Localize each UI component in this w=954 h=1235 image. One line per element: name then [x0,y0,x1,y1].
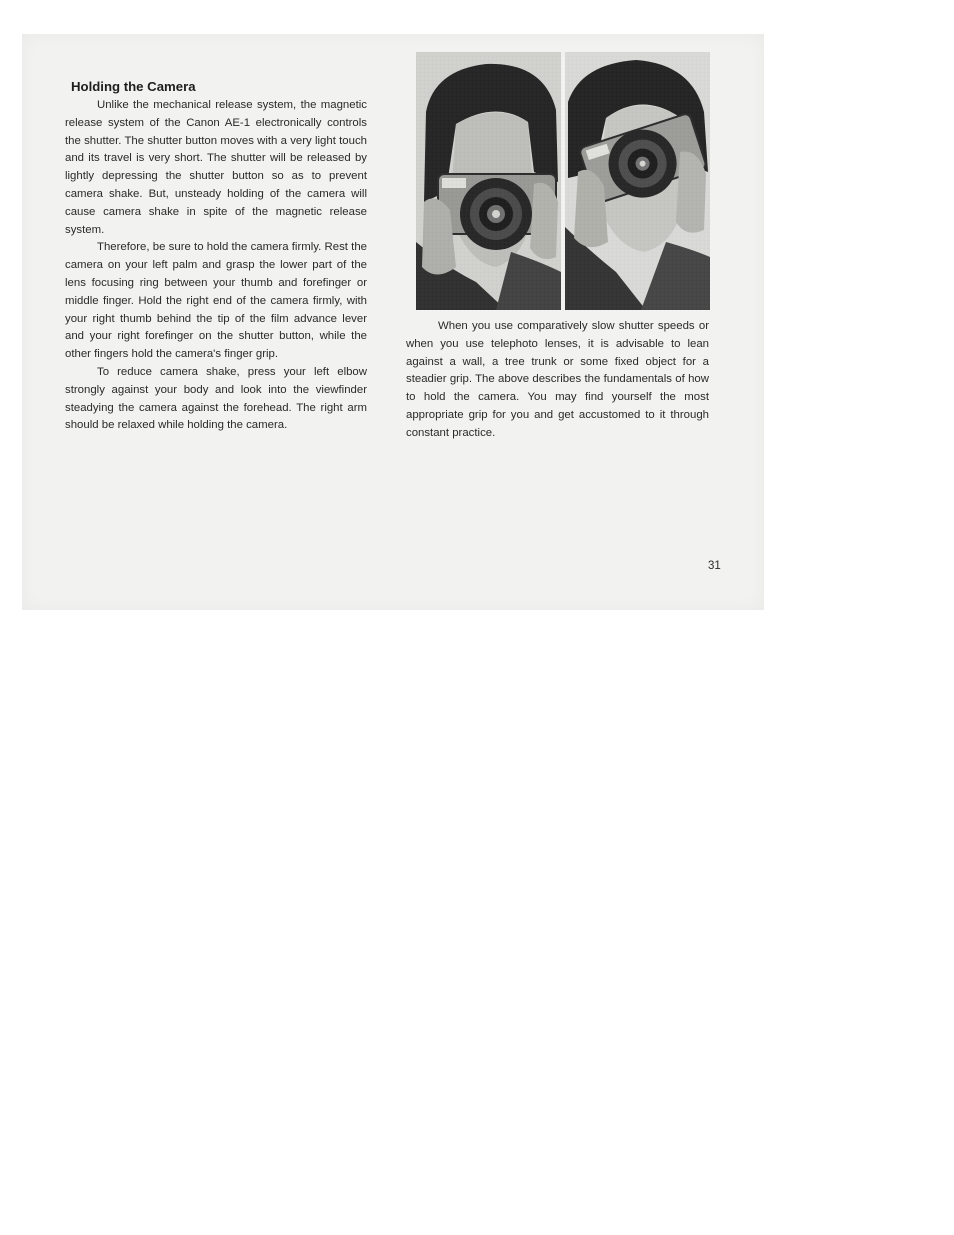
photo-right-person [565,52,710,310]
paragraph-3: To reduce camera shake, press your left elbow strongly against your body and look into the viewfinder steadying the camera against the forehead. The right arm should be relaxed while holding the camera. [65,365,367,432]
text-column-right [406,318,709,443]
photo-left-person [416,52,561,310]
photo-caption: When you use comparatively slow shutter speeds or when you use telephoto lenses, it is advisable to lean against a wall, a tree trunk or some fixed object for a steadier grip. The above describes the fundamentals of how to hold the camera. You may find yourself the most appropriate grip for you and get accustomed to it through constant practice. [406,320,709,439]
camera-grip-photo [416,52,710,310]
section-heading: Holding the Camera [71,79,196,94]
paragraph-2: Therefore, be sure to hold the camera firmly. Rest the camera on your left palm and grasp the lower part of the lens focusing ring between your thumb and forefinger or middle finger. Hold the right end of the camera firmly, with your right thumb behind the tip of the film advance lever and your right forefinger on the shutter button, while the other fingers hold the camera's finger grip. [65,241,367,361]
paragraph-1: Unlike the mechanical release system, the magnetic release system of the Canon AE-1 electronically controls the shutter. The shutter button moves with a very light touch and its travel is very short. The shutter will be released by lightly depressing the shutter button so as to prevent camera shake. But, unsteady holding of the camera will cause camera shake in spite of the magnetic release system. [65,99,367,236]
page-number: 31 [708,560,721,572]
text-column-left [65,78,367,435]
